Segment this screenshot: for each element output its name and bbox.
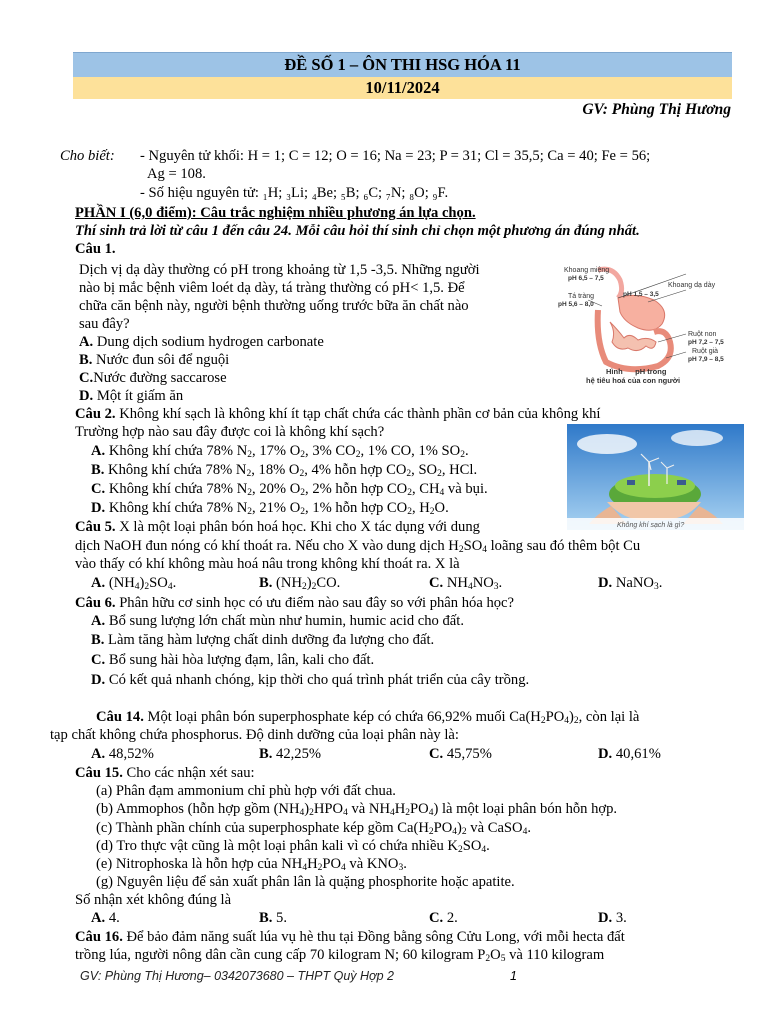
part1-instruction: Thí sinh trả lời từ câu 1 đến câu 24. Mỗi câu hỏi thí sinh chỉ chọn một phương án đúng nhất.	[75, 223, 640, 239]
fig-caption: Hình pH trong	[606, 367, 667, 376]
fig-label: pH 5,6 – 8,0	[558, 301, 594, 308]
q14-line-1	[96, 708, 639, 726]
option-letter: D.	[91, 500, 106, 516]
option-text: Làm tăng hàm lượng chất dinh dưỡng đa lượng cho đất.	[104, 632, 435, 648]
q5-line-2: dịch NaOH đun nóng có khí thoát ra. Nếu cho X vào dung dịch $H_2SO_4$ loãng sau đó thêm bột Cu	[75, 538, 641, 555]
q2-option-a	[91, 442, 469, 460]
fig-label: pH 7,2 – 7,5	[688, 339, 724, 346]
q1-text-line: Dịch vị dạ dày thường có pH trong khoảng từ 1,5 -3,5. Những người	[79, 262, 480, 278]
q15-statement: (e) Nitrophoska là hỗn hợp của $NH_4H_2PO_4$ và $KNO_3$.	[96, 856, 407, 873]
q14-option-a	[91, 745, 154, 763]
q2-option-d	[91, 499, 449, 517]
option-letter: D.	[598, 746, 613, 762]
q2-line-1	[75, 405, 600, 423]
q6-line	[75, 594, 514, 612]
q14-option-d	[598, 745, 661, 763]
q5-line-1	[75, 518, 480, 536]
option-letter: C.	[91, 652, 106, 668]
q15-option-d	[598, 909, 627, 927]
option-letter: A.	[91, 575, 106, 591]
option-text: Một ít giấm ăn	[93, 388, 184, 404]
q2-label: Câu 2.	[75, 406, 116, 422]
option-text: 40,61%	[612, 746, 661, 762]
option-text: Bổ sung lượng lớn chất mùn như humin, humic acid cho đất.	[105, 613, 464, 629]
option-text: 2.	[443, 910, 458, 926]
fig-label: pH 6,5 – 7,5	[568, 275, 604, 282]
q15-statement: (g) Nguyên liệu để sản xuất phân lân là quặng phosphorite hoặc apatite.	[96, 874, 515, 890]
q15-statement: (c) Thành phần chính của superphosphate kép gồm $Ca(H_2PO_4)_2$ và CaSO$_4$.	[96, 820, 531, 837]
option-letter: B.	[259, 746, 273, 762]
option-text: Không khí chứa 78% $N_2$, 20% $O_2$, 2% hỗn hợp $CO_2$, $CH_4$ và bụi.	[108, 481, 488, 498]
fig-label: Ruột già	[692, 348, 719, 355]
option-letter: A.	[91, 746, 106, 762]
q5-label: Câu 5.	[75, 519, 116, 535]
fig-label: Ruột non	[688, 331, 717, 338]
option-letter: C.	[429, 746, 444, 762]
q1-text-line: sau đây?	[79, 316, 130, 332]
q6-text: Phân hữu cơ sinh học có ưu điểm nào sau đây so với phân hóa học?	[115, 595, 514, 611]
q15-statement: (b) Ammophos (hỗn hợp gồm $(NH_4)_2HPO_4$ và $NH_4H_2PO_4$) là một loại phân bón hỗn hợp.	[96, 801, 618, 818]
option-text: Không khí chứa 78% $N_2$, 21% $O_2$, 1% hỗn hợp $CO_2$, $H_2O$.	[108, 500, 449, 517]
q1-option-c	[79, 369, 227, 387]
q15-label: Câu 15.	[75, 765, 123, 781]
option-letter: B.	[259, 910, 273, 926]
q5-text: X là một loại phân bón hoá học. Khi cho X tác dụng với dung	[115, 519, 480, 535]
q6-option-c	[91, 651, 374, 669]
option-letter: D.	[79, 388, 94, 404]
option-text: $(NH_4)_2SO_4$.	[105, 575, 177, 592]
given-label: Cho biết:	[60, 148, 115, 164]
q16-text: Để bảo đảm năng suất lúa vụ hè thu tại Đồng bằng sông Cửu Long, với mỗi hecta đất	[122, 929, 625, 945]
q6-option-b	[91, 631, 434, 649]
q15-text: Cho các nhận xét sau:	[122, 765, 255, 781]
option-text: $NH_4NO_3$.	[443, 575, 503, 592]
q15-question: Số nhận xét không đúng là	[75, 892, 232, 908]
clean-air-figure	[567, 424, 744, 530]
exam-date: 10/11/2024	[73, 77, 732, 99]
q2-option-b	[91, 461, 477, 479]
q15-statement: (a) Phân đạm ammonium chỉ phù hợp với đất chua.	[96, 783, 396, 799]
q15-statement: (d) Tro thực vật cũng là một loại phân kali vì có chứa nhiều $K_2SO_4$.	[96, 838, 490, 855]
option-letter: A.	[91, 613, 106, 629]
option-letter: D.	[598, 575, 613, 591]
option-letter: B.	[79, 352, 93, 368]
q1-text-line: chữa căn bệnh này, người bệnh thường uống trước bữa ăn chất nào	[79, 298, 469, 314]
q15-option-a	[91, 909, 120, 927]
teacher-name: GV: Phùng Thị Hương	[582, 101, 731, 118]
q5-option-a	[91, 574, 176, 592]
fig-caption: Không khí sạch là gì?	[617, 522, 685, 529]
q5-option-d	[598, 574, 662, 592]
fig-label: pH 1,5 – 3,5	[623, 291, 659, 298]
q1-option-a	[79, 333, 324, 351]
q14-option-b	[259, 745, 321, 763]
q16-line-1	[75, 928, 625, 946]
fig-label: pH 7,9 – 8,5	[688, 356, 724, 363]
q6-option-d	[91, 671, 529, 689]
q15-option-b	[259, 909, 287, 927]
atomic-mass-line-1: - Nguyên tử khối: H = 1; C = 12; O = 16; Na = 23; P = 31; Cl = 35,5; Ca = 40; Fe = 56;	[140, 148, 651, 164]
q5-line-3: vào thấy có khí không màu hoá nâu trong không khí thoát ra. X là	[75, 556, 460, 572]
option-text: Nước đường saccarose	[93, 370, 227, 386]
fig-caption: hệ tiêu hoá của con người	[586, 376, 681, 385]
clean-air-illustration	[567, 424, 744, 530]
option-text: 45,75%	[443, 746, 492, 762]
option-text: NaNO$_3$.	[612, 575, 663, 592]
q16-label: Câu 16.	[75, 929, 123, 945]
q14-text: Một loại phân bón superphosphate kép có chứa 66,92% muối $Ca(H_2PO_4)_2$, còn lại là	[143, 709, 640, 726]
option-letter: B.	[91, 632, 105, 648]
q2-option-c	[91, 480, 488, 498]
option-letter: A.	[91, 910, 106, 926]
digestive-system-figure	[558, 262, 746, 386]
option-text: 3.	[612, 910, 627, 926]
q14-line-2: tạp chất không chứa phosphorus. Độ dinh dưỡng của loại phân này là:	[50, 727, 459, 743]
option-letter: D.	[598, 910, 613, 926]
q1-option-d	[79, 387, 183, 405]
q15-option-c	[429, 909, 458, 927]
q6-option-a	[91, 612, 464, 630]
option-text: 5.	[272, 910, 287, 926]
option-text: $(NH_2)_2CO$.	[272, 575, 341, 592]
atomic-mass-line-2: Ag = 108.	[147, 166, 206, 182]
option-letter: A.	[79, 334, 94, 350]
q1-label: Câu 1.	[75, 241, 116, 257]
q14-option-c	[429, 745, 492, 763]
q1-option-b	[79, 351, 229, 369]
option-letter: B.	[91, 462, 105, 478]
fig-label: Tá tràng	[568, 293, 595, 300]
option-text: Không khí chứa 78% $N_2$, 17% $O_2$, 3% $CO_2$, 1% CO, 1% $SO_2$.	[108, 443, 469, 460]
q1-text-line: nào bị mắc bệnh viêm loét dạ dày, tá tràng thường có pH< 1,5. Để	[79, 280, 465, 296]
q2-text: Không khí sạch là không khí ít tạp chất chứa các thành phần cơ bản của không khí	[115, 406, 601, 422]
option-letter: D.	[91, 672, 106, 688]
option-text: Nước đun sôi để nguội	[92, 352, 230, 368]
option-text: Không khí chứa 78% $N_2$, 18% $O_2$, 4% hỗn hợp $CO_2$, $SO_2$, HCl.	[108, 462, 478, 479]
q5-option-c	[429, 574, 502, 592]
q5-option-b	[259, 574, 340, 592]
option-letter: C.	[429, 910, 444, 926]
option-letter: C.	[429, 575, 444, 591]
option-letter: A.	[91, 443, 106, 459]
q15-line	[75, 764, 255, 782]
q16-line-2: trồng lúa, người nông dân cần cung cấp 70 kilogram N; 60 kilogram $P_2O_5$ và 110 kilogram	[75, 947, 605, 964]
exam-title: ĐỀ SỐ 1 – ÔN THI HSG HÓA 11	[73, 52, 732, 77]
fig-label: Khoang miệng	[564, 267, 610, 274]
atomic-numbers-line: - Số hiệu nguyên tử: ₁H; ₃Li; ₄Be; ₅B; ₆C; ₇N; ₈O; ₉F.	[140, 185, 449, 201]
part1-heading: PHẦN I (6,0 điểm): Câu trắc nghiệm nhiều phương án lựa chọn.	[75, 205, 476, 221]
option-letter: C.	[79, 370, 94, 386]
option-text: 48,52%	[105, 746, 154, 762]
option-text: Dung dịch sodium hydrogen carbonate	[93, 334, 324, 350]
fig-label: Khoang dạ dày	[668, 282, 716, 289]
option-text: Bổ sung hài hòa lượng đạm, lân, kali cho đất.	[105, 652, 375, 668]
option-text: Có kết quả nhanh chóng, kịp thời cho quá trình phát triển của cây trồng.	[105, 672, 530, 688]
q6-label: Câu 6.	[75, 595, 116, 611]
digestive-system-illustration	[558, 262, 746, 386]
option-letter: B.	[259, 575, 273, 591]
q2-line-2: Trường hợp nào sau đây được coi là không khí sạch?	[75, 424, 385, 440]
page-number: 1	[510, 969, 517, 983]
footer-text: GV: Phùng Thị Hương– 0342073680 – THPT Quỳ Hợp 2	[80, 969, 394, 983]
option-letter: C.	[91, 481, 106, 497]
option-text: 4.	[105, 910, 120, 926]
option-text: 42,25%	[272, 746, 322, 762]
q14-label: Câu 14.	[96, 709, 144, 725]
